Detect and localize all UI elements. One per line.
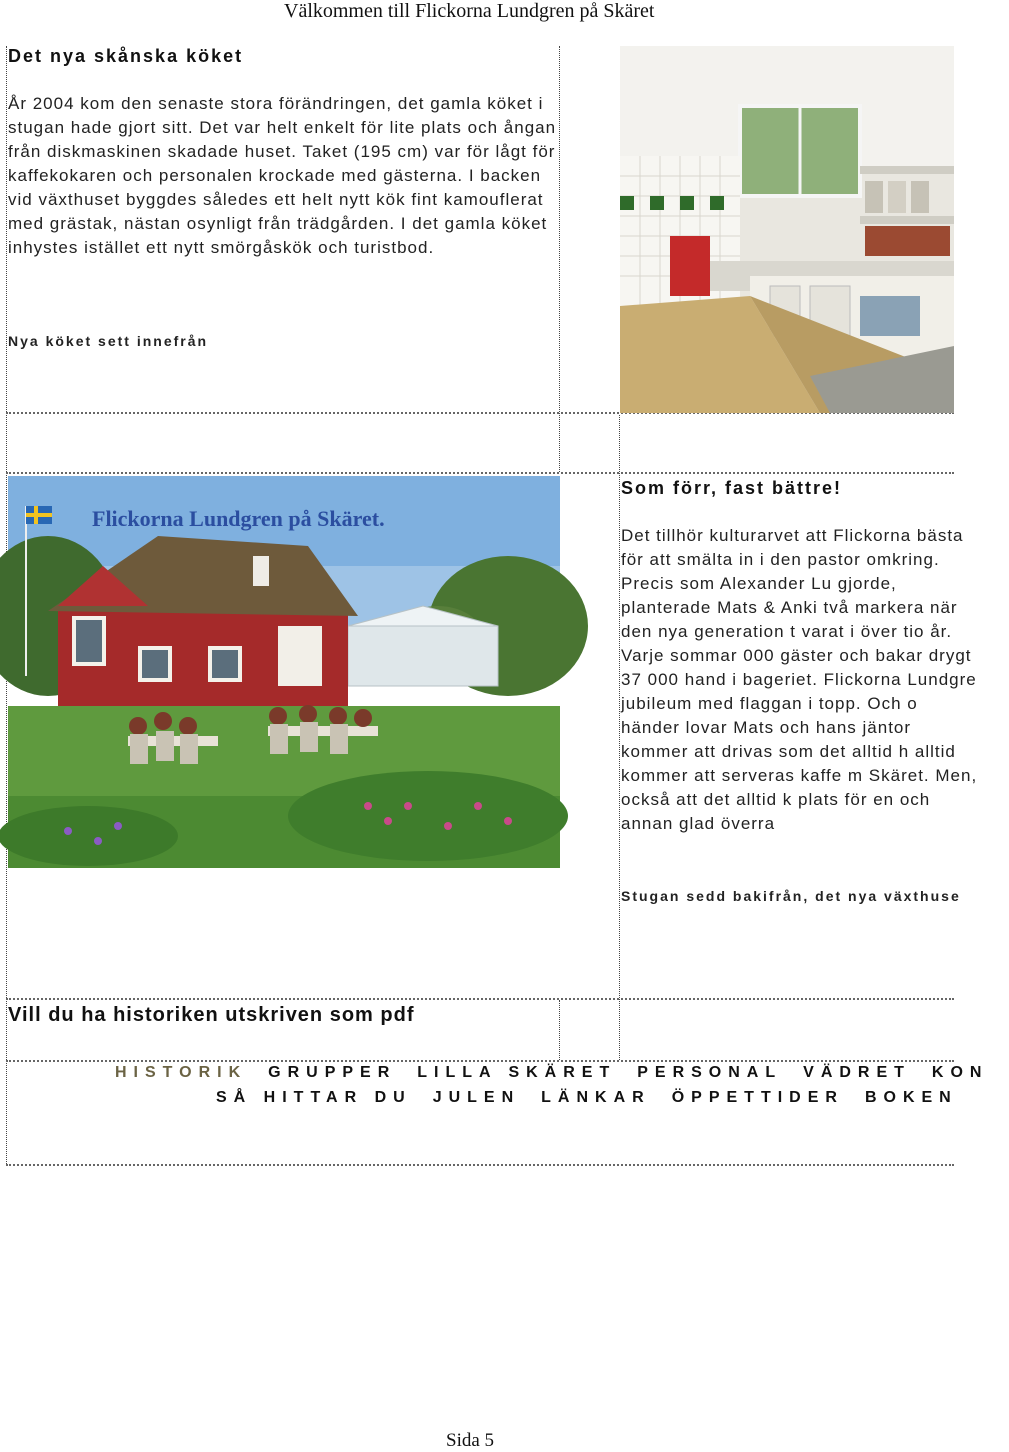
- section-heading-better: Som förr, fast bättre!: [621, 478, 843, 498]
- nav-link-historik[interactable]: HISTORIK: [115, 1064, 248, 1081]
- nav-link-julen[interactable]: JULEN: [432, 1089, 521, 1106]
- nav-link-grupper[interactable]: GRUPPER: [268, 1064, 397, 1081]
- grid-line-middle-bottom: [619, 415, 620, 1060]
- nav-link-boken[interactable]: BOKEN: [864, 1089, 958, 1106]
- grid-line-middle-pdf: [559, 1000, 560, 1060]
- section-body-new-kitchen: År 2004 kom den senaste stora förändringen, det gamla köket i stugan hade gjort sitt. Det var helt enkelt för lite plats och ångan från diskmaskinen skadade huset. Taket (195 cm) var för lågt för kaffekokaren och personalen krockade med gästerna. I backen vid växthuset byggdes således ett helt nytt kök fint kamouflerat med grästak, nästan osynligt från trädgården. I det gamla köket inhystes istället ett nytt smörgåskök och turistbod.: [8, 94, 557, 257]
- section-body-better: [621, 524, 978, 868]
- grid-line-row-2: [6, 472, 954, 474]
- page-number: Sida 5: [446, 1430, 495, 1451]
- nav-link-personal[interactable]: PERSONAL: [637, 1064, 783, 1081]
- caption-new-kitchen: Nya köket sett innefrån: [8, 333, 209, 349]
- grid-line-row-4: [6, 1060, 954, 1062]
- nav-link-sa-hittar-du[interactable]: SÅ HITTAR DU: [216, 1089, 412, 1106]
- pdf-download-link[interactable]: Vill du ha historiken utskriven som pdf: [8, 1004, 415, 1026]
- nav-link-kontakt[interactable]: KON: [931, 1064, 989, 1081]
- nav-link-vadret[interactable]: VÄDRET: [803, 1064, 911, 1081]
- section-body-better-text: Det tillhör kulturarvet att Flickorna bästa för att smälta in i den pastor omkring. Precis som Alexander Lu gjorde, planterade Mats & Anki två markera när den nya generation t varat i över tio år. Varje sommar 000 gäster och bakar drygt 37 000 hand i bageriet. Flickorna Lundgre jubileum med flaggan i topp. Och o händer lovar Mats och hans jäntor kommer att drivas som det alltid h alltid kommer att serveras kaffe m Skäret. Men, också att det alltid k plats för en och annan glad överra: [621, 526, 978, 833]
- garden-sign-text: Flickorna Lundgren på Skäret.: [92, 506, 385, 531]
- nav-link-oppettider[interactable]: ÖPPETTIDER: [671, 1089, 844, 1106]
- section-heading-new-kitchen: Det nya skånska köket: [8, 46, 244, 66]
- page-header-title: Välkommen till Flickorna Lundgren på Skäret: [284, 0, 655, 22]
- nav-row-1: [115, 1064, 989, 1082]
- kitchen-photo: [620, 46, 954, 413]
- nav-link-lankar[interactable]: LÄNKAR: [541, 1089, 651, 1106]
- grid-line-row-5: [6, 1164, 954, 1166]
- nav-link-lilla-skaret[interactable]: LILLA SKÄRET: [417, 1064, 617, 1081]
- caption-garden: Stugan sedd bakifrån, det nya växthuse: [621, 888, 961, 904]
- nav-row-2: [216, 1089, 979, 1107]
- garden-photo: [8, 476, 560, 868]
- grid-line-row-3: [6, 998, 954, 1000]
